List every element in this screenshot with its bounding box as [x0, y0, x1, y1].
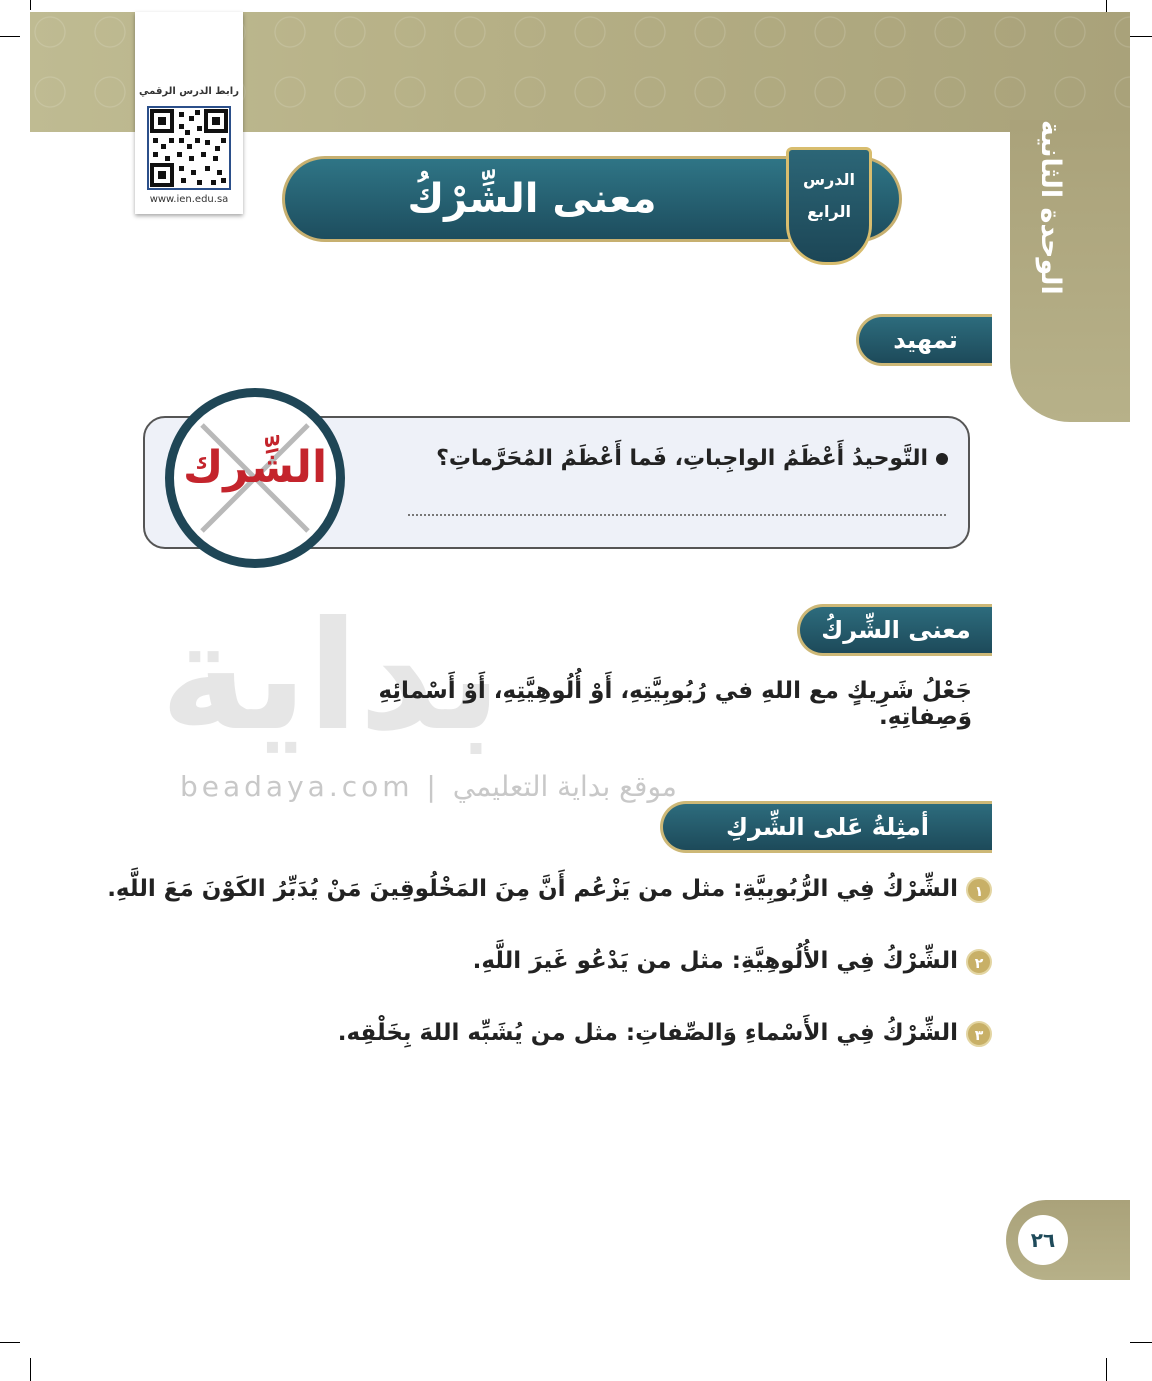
crop-mark	[30, 0, 31, 10]
number-badge-icon: ٢	[966, 949, 992, 975]
intro-question	[400, 446, 948, 471]
number-badge-icon: ٣	[966, 1021, 992, 1047]
lesson-label: الدرس	[802, 170, 856, 189]
meaning-tab: معنى الشِّركُ	[797, 604, 992, 656]
crop-mark	[1130, 1342, 1152, 1343]
lesson-badge	[786, 147, 872, 265]
page-number: ٢٦	[1018, 1215, 1068, 1265]
intro-question-text: التَّوحيدُ أَعْظَمُ الواجِباتِ، فَما أَعْظَمُ المُحَرَّماتِ؟	[436, 446, 928, 471]
answer-line[interactable]	[408, 514, 946, 516]
example-text: الشِّرْكُ فِي الأَسْماءِ وَالصِّفاتِ: مثل من يُشَبِّه اللهَ بِخَلْقِه.	[337, 1020, 958, 1046]
stamp-word: الشِّرك	[182, 442, 328, 493]
unit-label: الوحدة الثانية	[1035, 120, 1066, 295]
intro-tab: تمهيد	[856, 314, 992, 366]
example-item	[473, 948, 992, 975]
watermark-logo: بداية	[160, 590, 502, 764]
crop-mark	[1106, 1358, 1107, 1381]
example-item	[338, 1020, 992, 1047]
crop-mark	[30, 1358, 31, 1381]
qr-card[interactable]	[135, 12, 243, 214]
crop-mark	[0, 36, 20, 37]
qr-url[interactable]: www.ien.edu.sa	[149, 194, 229, 205]
bullet-icon	[936, 453, 948, 465]
example-item	[107, 876, 992, 903]
crop-mark	[1130, 36, 1152, 37]
lesson-number: الرابع	[807, 202, 851, 221]
crop-mark	[0, 1342, 20, 1343]
lesson-title: معنى الشِّرْكُ	[407, 176, 657, 222]
qr-title: رابط الدرس الرقمي	[139, 86, 239, 97]
qr-code-icon[interactable]	[147, 106, 231, 190]
watermark-caption: beadaya.com | موقع بداية التعليمي	[180, 770, 677, 803]
examples-tab: أمثِلةُ عَلى الشِّركِ	[660, 801, 992, 853]
example-text: الشِّرْكُ فِي الأُلُوهِيَّةِ: مثل من يَدْعُو غَيرَ اللَّهِ.	[472, 948, 958, 974]
meaning-text: جَعْلُ شَرِيكٍ مع اللهِ في رُبُوبِيَّتِهِ، أَوْ أُلُوهِيَّتِهِ، أَوْ أَسْمائِهِ وَصِفاتِهِ.	[378, 678, 972, 730]
number-badge-icon: ١	[966, 877, 992, 903]
example-text: الشِّرْكُ فِي الرُّبُوبِيَّةِ: مثل من يَزْعُم أَنَّ مِنَ المَخْلُوقِينَ مَنْ يُدَبِّرُ الكَوْنَ مَعَ اللَّهِ.	[107, 876, 958, 902]
